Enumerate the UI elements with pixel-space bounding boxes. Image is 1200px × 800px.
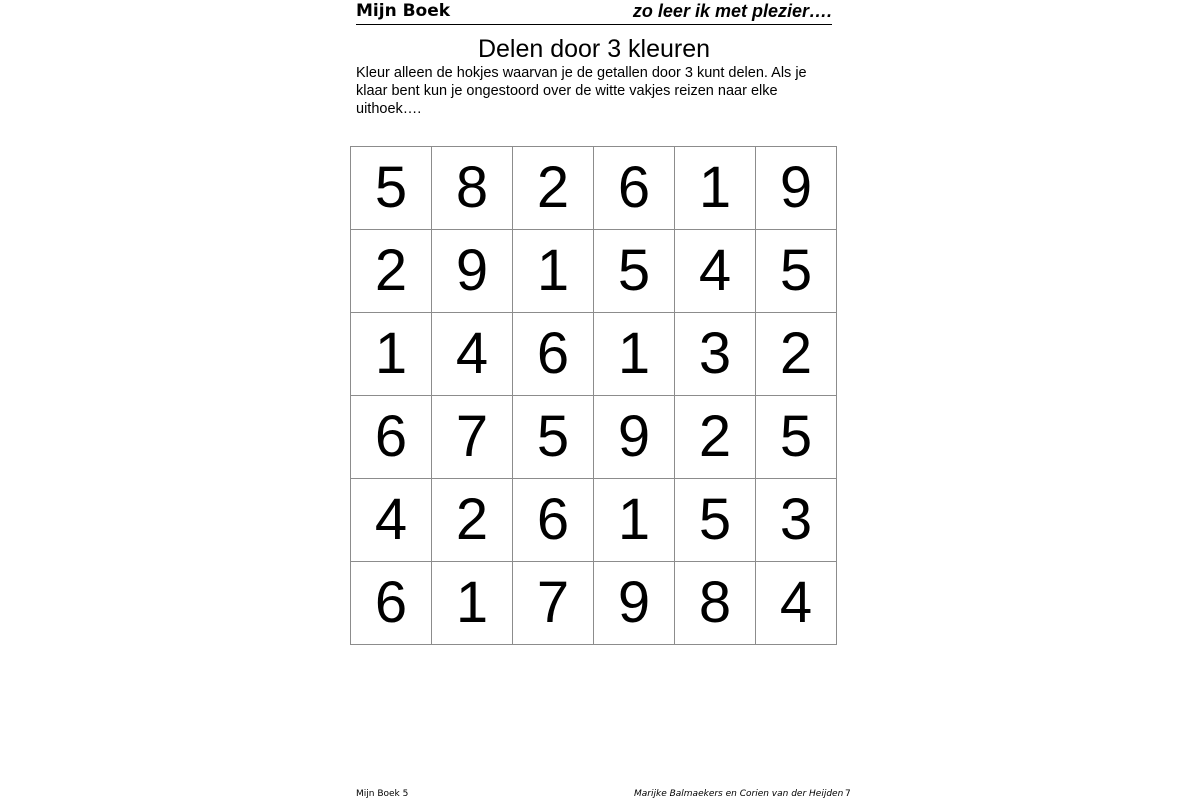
grid-cell[interactable]: 4 <box>432 313 513 396</box>
grid-cell[interactable]: 6 <box>594 147 675 230</box>
grid-cell[interactable]: 4 <box>675 230 756 313</box>
page-number: 7 <box>845 789 851 799</box>
grid-cell[interactable]: 3 <box>756 479 837 562</box>
grid-cell[interactable]: 2 <box>432 479 513 562</box>
grid-cell[interactable]: 1 <box>432 562 513 645</box>
grid-cell[interactable]: 3 <box>675 313 756 396</box>
header-slogan: zo leer ik met plezier…. <box>632 1 832 21</box>
grid-cell[interactable]: 1 <box>351 313 432 396</box>
grid-cell[interactable]: 9 <box>432 230 513 313</box>
number-grid <box>350 146 837 645</box>
grid-cell[interactable]: 1 <box>594 479 675 562</box>
grid-cell[interactable]: 6 <box>351 562 432 645</box>
grid-cell[interactable]: 5 <box>513 396 594 479</box>
grid-row <box>351 479 837 562</box>
grid-cell[interactable]: 7 <box>432 396 513 479</box>
grid-cell[interactable]: 1 <box>675 147 756 230</box>
grid-row <box>351 313 837 396</box>
grid-cell[interactable]: 6 <box>351 396 432 479</box>
grid-cell[interactable]: 2 <box>756 313 837 396</box>
grid-cell[interactable]: 4 <box>351 479 432 562</box>
grid-cell[interactable]: 6 <box>513 479 594 562</box>
grid-row <box>351 396 837 479</box>
grid-cell[interactable]: 2 <box>513 147 594 230</box>
grid-row <box>351 230 837 313</box>
grid-cell[interactable]: 9 <box>756 147 837 230</box>
grid-cell[interactable]: 5 <box>756 230 837 313</box>
grid-cell[interactable]: 9 <box>594 396 675 479</box>
grid-cell[interactable]: 5 <box>675 479 756 562</box>
header-book-title: Mijn Boek <box>356 1 451 21</box>
footer-authors: Marijke Balmaekers en Corien van der Heijden <box>634 789 844 799</box>
grid-cell[interactable]: 8 <box>432 147 513 230</box>
grid-cell[interactable]: 4 <box>756 562 837 645</box>
grid-cell[interactable]: 7 <box>513 562 594 645</box>
page-header <box>356 0 832 25</box>
grid-row <box>351 147 837 230</box>
grid-cell[interactable]: 1 <box>513 230 594 313</box>
grid-cell[interactable]: 2 <box>351 230 432 313</box>
grid-cell[interactable]: 6 <box>513 313 594 396</box>
grid-cell[interactable]: 9 <box>594 562 675 645</box>
grid-cell[interactable]: 1 <box>594 313 675 396</box>
instructions-text: Kleur alleen de hokjes waarvan je de getallen door 3 kunt delen. Als je klaar bent kun je ongestoord over de witte vakjes reizen naar elke uithoek…. <box>356 65 807 117</box>
grid-cell[interactable]: 5 <box>756 396 837 479</box>
page-title: Delen door 3 kleuren <box>477 35 711 63</box>
grid-cell[interactable]: 5 <box>351 147 432 230</box>
grid-cell[interactable]: 5 <box>594 230 675 313</box>
grid-row <box>351 562 837 645</box>
footer-book-label: Mijn Boek 5 <box>356 789 409 799</box>
grid-cell[interactable]: 2 <box>675 396 756 479</box>
grid-cell[interactable]: 8 <box>675 562 756 645</box>
